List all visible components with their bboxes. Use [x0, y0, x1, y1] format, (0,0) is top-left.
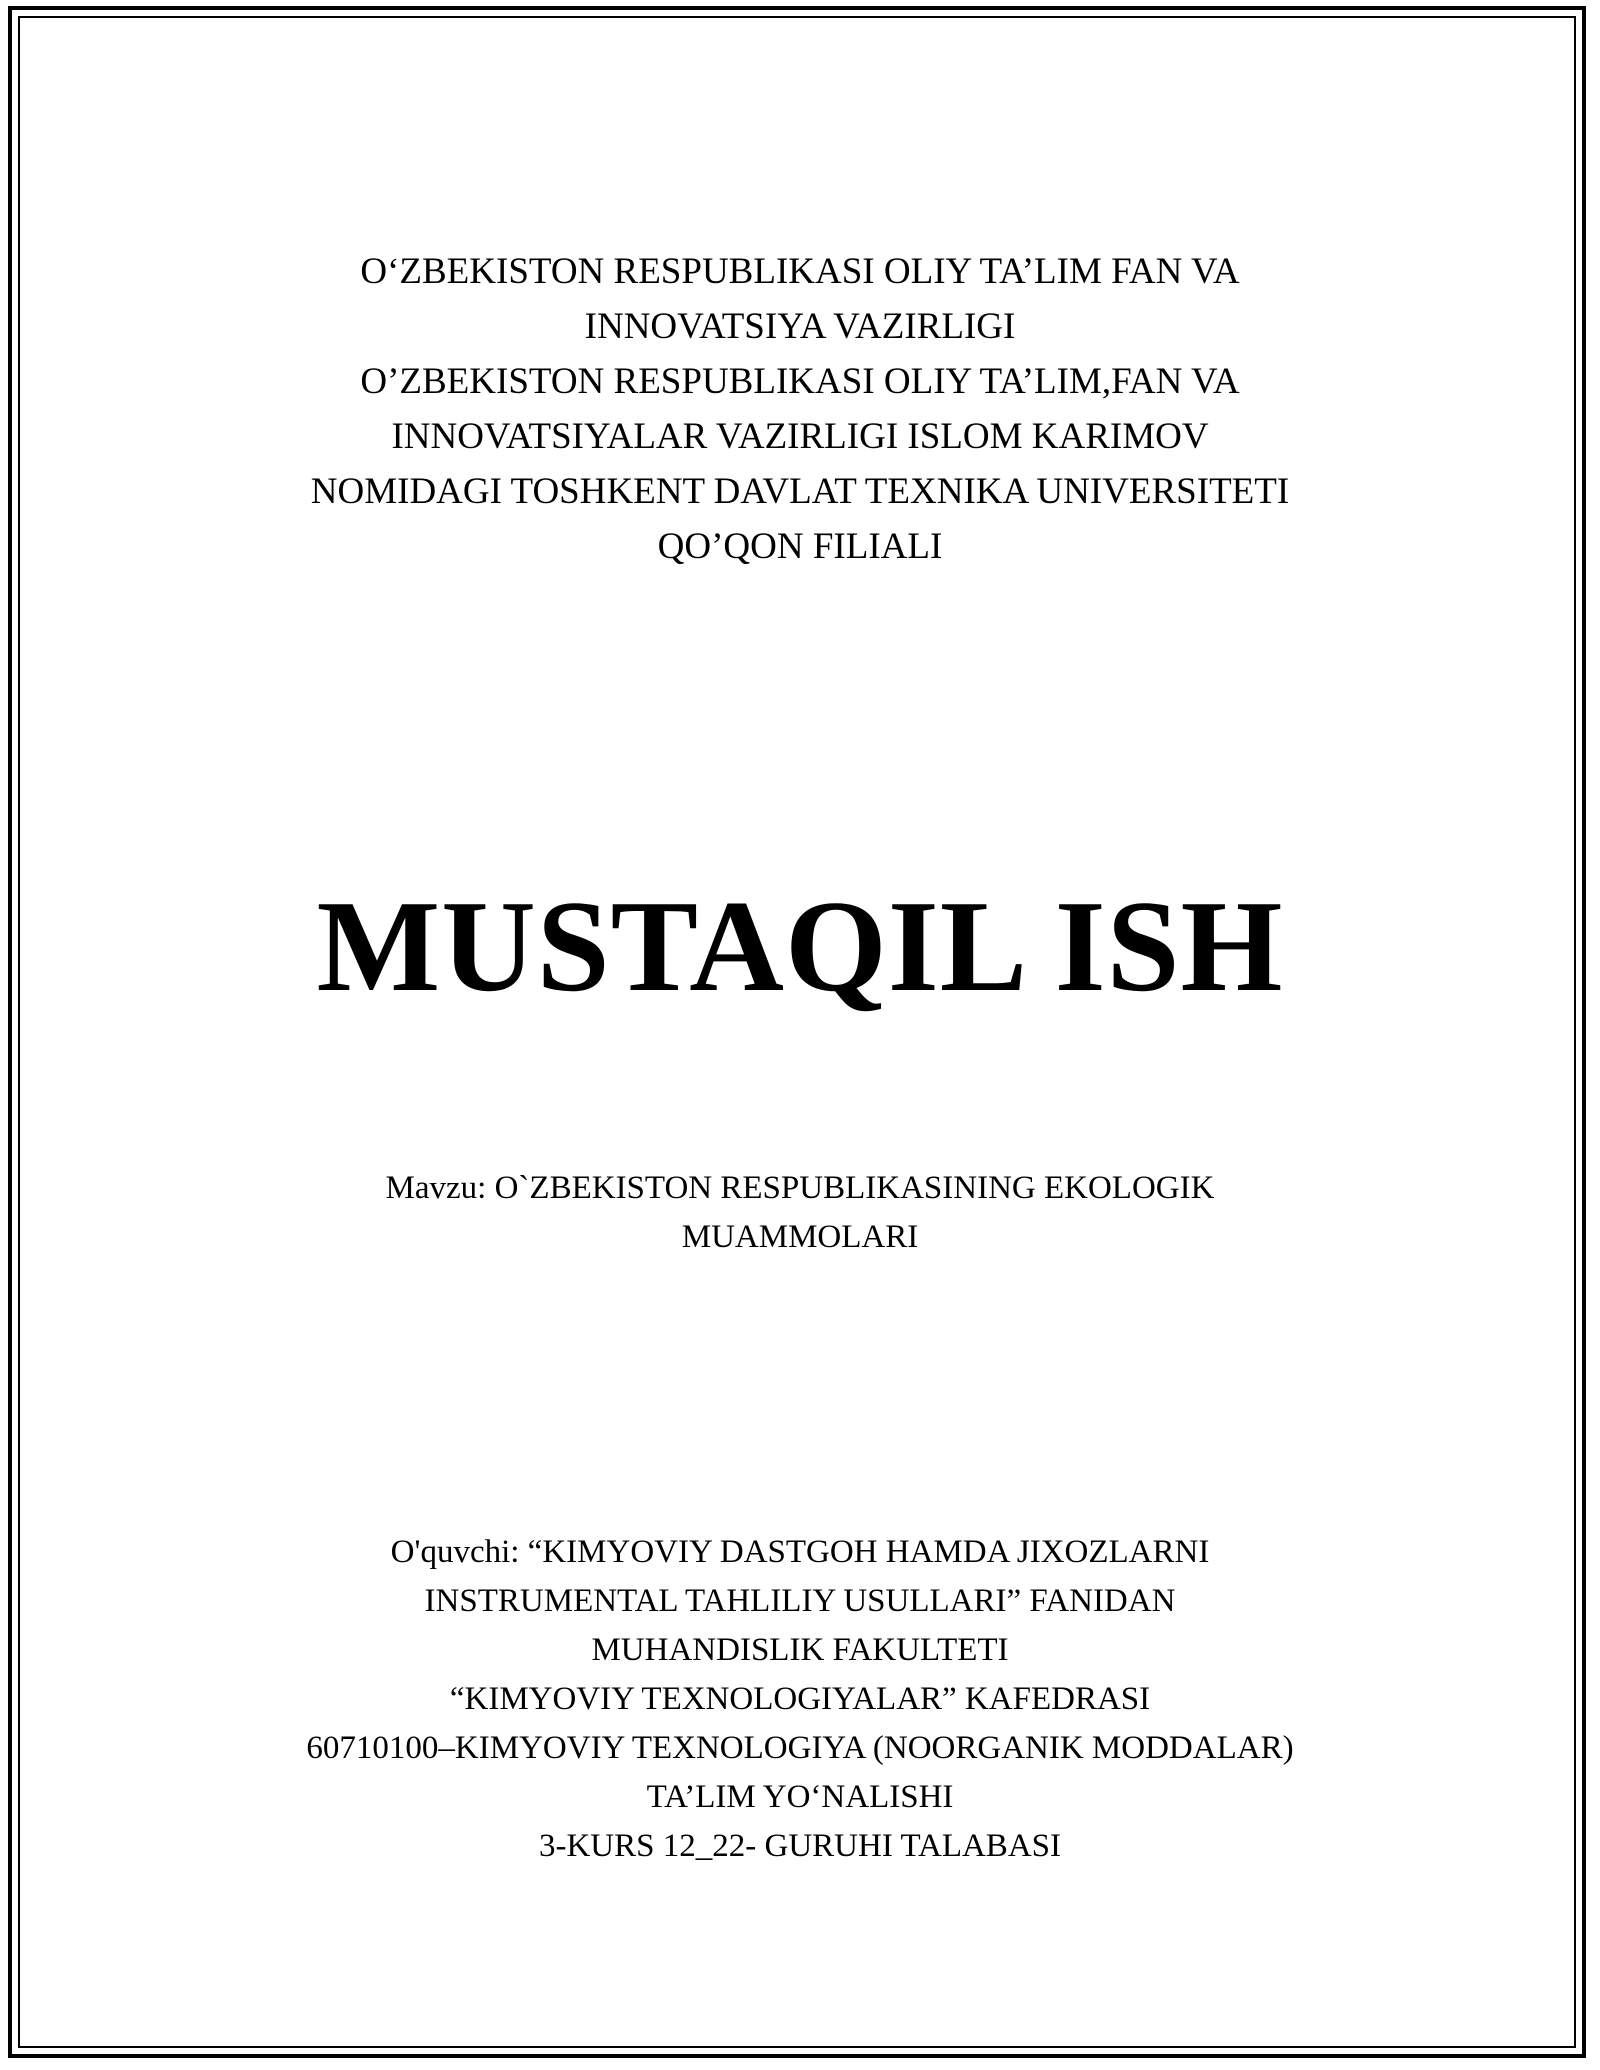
- header-line: O’ZBEKISTON RESPUBLIKASI OLIY TA’LIM,FAN VA: [360, 361, 1240, 402]
- student-line: MUHANDISLIK FAKULTETI: [591, 1632, 1009, 1668]
- topic-line: Mavzu: O`ZBEKISTON RESPUBLIKASINING EKOLOGIK: [385, 1170, 1215, 1206]
- student-line: O'quvchi: “KIMYOVIY DASTGOH HAMDA JIXOZLARNI: [390, 1534, 1210, 1570]
- topic-line: MUAMMOLARI: [681, 1219, 919, 1255]
- student-line: INSTRUMENTAL TAHLILIY USULLARI” FANIDAN: [424, 1583, 1176, 1619]
- header-line: QO’QON FILIALI: [657, 526, 943, 567]
- student-line: 3-KURS 12_22- GURUHI TALABASI: [538, 1828, 1061, 1864]
- header-line: O‘ZBEKISTON RESPUBLIKASI OLIY TA’LIM FAN VA: [360, 251, 1240, 292]
- student-line: 60710100–KIMYOVIY TEXNOLOGIYA (NOORGANIK MODDALAR): [306, 1730, 1294, 1766]
- topic-block: [0, 1164, 1600, 1262]
- student-info-block: [0, 1528, 1600, 1871]
- header-line: INNOVATSIYALAR VAZIRLIGI ISLOM KARIMOV: [391, 416, 1209, 457]
- student-line: “KIMYOVIY TEXNOLOGIYALAR” KAFEDRASI: [449, 1681, 1151, 1717]
- ministry-header: [0, 244, 1600, 574]
- document-title: MUSTAQIL ISH: [316, 874, 1284, 1019]
- student-line: TA’LIM YO‘NALISHI: [646, 1779, 954, 1815]
- header-line: INNOVATSIYA VAZIRLIGI: [584, 306, 1016, 347]
- header-line: NOMIDAGI TOSHKENT DAVLAT TEXNIKA UNIVERSITETI: [310, 471, 1290, 512]
